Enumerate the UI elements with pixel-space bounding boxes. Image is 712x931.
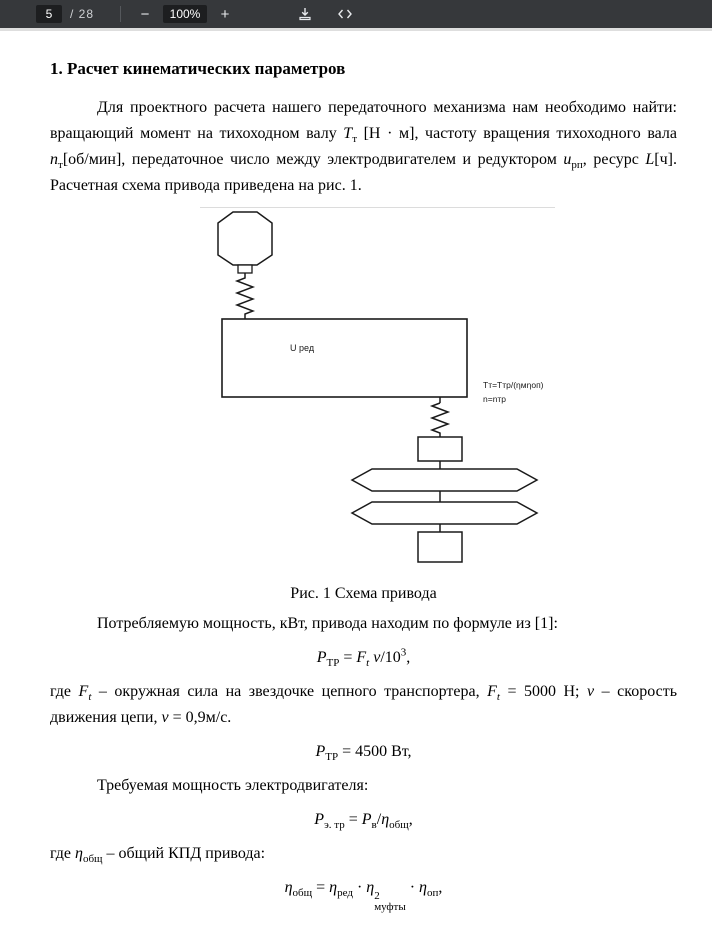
download-icon — [297, 6, 313, 22]
bearing-block-rect — [418, 437, 462, 461]
power-paragraph: Потребляемую мощность, кВт, привода находим по формуле из [1]: — [97, 615, 558, 632]
formula-ptr-value: $P_{ТР} = 4500$ Вт, — [315, 743, 412, 764]
gearbox-label: U ред — [290, 343, 315, 353]
motor-symbol — [218, 212, 272, 265]
zoom-controls — [133, 2, 237, 26]
figure-caption: Рис. 1 Схема привода — [290, 585, 437, 602]
fit-width-icon — [337, 6, 353, 22]
zoom-out-button[interactable]: − — [133, 2, 157, 26]
download-button[interactable] — [295, 4, 315, 24]
formula-petr: $P_{э. тр} = P_в/\eta_{общ}$, — [314, 811, 413, 832]
where-eta-paragraph: где $\eta_{общ}$ – общий КПД привода: — [50, 845, 266, 866]
sprocket-hexagon-2 — [352, 502, 537, 524]
document-page — [0, 31, 712, 931]
bottom-block-rect — [418, 532, 462, 562]
intro-paragraph: Для проектного расчета нашего передаточного механизма нам необходимо найти: вращающий момент на тихоходном валу $T_т$ [Н · м], частоту вращения тихоходного вала $n_т[об/мин]$, передаточное число между электродвигателем и редуктором $u_{рп}$, ресурс L[ч]. Расчетная схема привода приведена на рис. 1. — [50, 99, 677, 194]
sprocket-hexagon-1 — [352, 469, 537, 491]
toolbar-icons — [295, 4, 355, 24]
toolbar-separator — [120, 6, 121, 22]
diagram-note-line2: n=nтр — [483, 394, 507, 404]
coupling-spring-2 — [432, 403, 448, 437]
eta-coupling-supsub: 2 муфты — [374, 890, 406, 914]
page-count-label: / 28 — [70, 7, 95, 21]
coupling-spring-1 — [237, 273, 253, 319]
drive-scheme-diagram — [200, 207, 560, 572]
fit-width-button[interactable] — [335, 4, 355, 24]
formula-eta-total: $\eta_{общ} = \eta_{ред} \cdot \eta$ 2 муфты · $\eta_{оп}$, — [284, 879, 443, 914]
where-ft-paragraph: где $F_t$ – окружная сила на звездочке цепного транспортера, $F_t = 5000$ Н; v – скорость движения цепи, v = 0,9м/с. — [50, 683, 677, 726]
gearbox-rect — [222, 319, 467, 397]
diagram-note-line1: Tт=Tтр/(ηмηоп) — [483, 380, 544, 390]
required-power-paragraph: Требуемая мощность электродвигателя: — [97, 777, 369, 794]
zoom-level[interactable]: 100% — [163, 5, 207, 23]
section-heading: 1. Расчет кинематических параметров — [50, 59, 346, 78]
page-number-input[interactable]: 5 — [36, 5, 62, 23]
motor-neck — [238, 265, 252, 273]
figure-drive-scheme — [200, 207, 560, 577]
zoom-in-button[interactable]: + — [213, 2, 237, 26]
formula-ptr: $P_{ТР} = F_t$ $v/10^3$, — [316, 646, 411, 670]
viewer-toolbar — [0, 0, 712, 28]
